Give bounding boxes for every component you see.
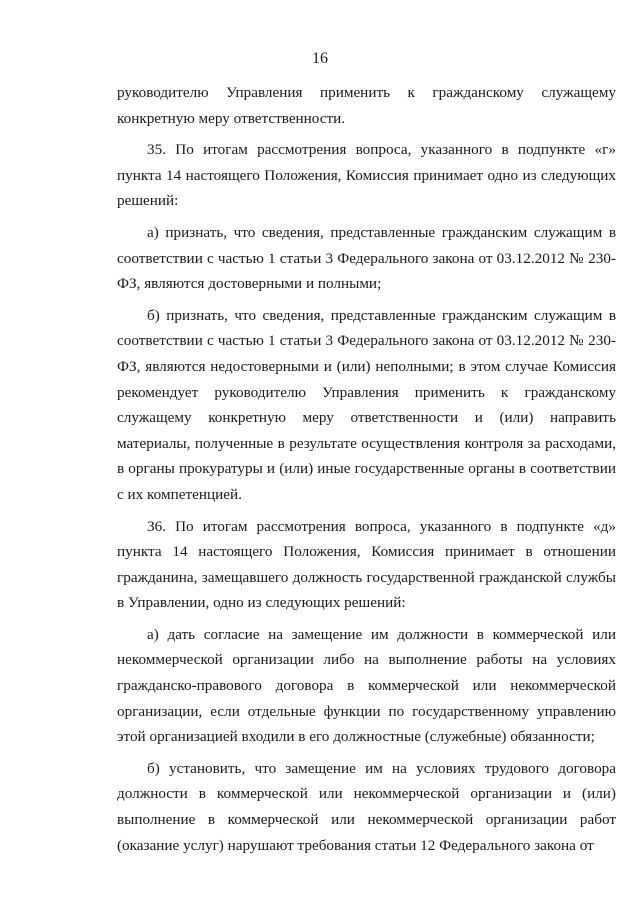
- paragraph-item-35-b: б) признать, что сведения, представленные гражданским служащим в соответствии с частью 1 статьи 3 Федерального закона от 03.12.2012 № 230-ФЗ, являются недостоверными и (или) неполными; в этом случае Комиссия рекомендует руководителю Управления применить к гражданскому служащему конкретную меру ответственности и (или) направить материалы, полученные в результате осуществления контроля за расходами, в органы прокуратуры и (или) иные государственные органы в соответствии с их компетенцией.: [117, 306, 616, 503]
- paragraph-item-35-a: а) признать, что сведения, представленные гражданским служащим в соответствии с частью 1 статьи 3 Федерального закона от 03.12.2012 № 230-ФЗ, являются достоверными и полными;: [117, 223, 616, 293]
- paragraph-item-35: 35. По итогам рассмотрения вопроса, указанного в подпункте «г» пункта 14 настоящего Положения, Комиссия принимает одно из следующих решений:: [117, 141, 616, 210]
- document-body: [117, 80, 616, 858]
- paragraph-continuation: руководителю Управления применить к гражданскому служащему конкретную меру ответственности.: [117, 84, 616, 127]
- paragraph-item-36-a: а) дать согласие на замещение им должности в коммерческой или некоммерческой организации либо на выполнение работы на условиях гражданско-правового договора в коммерческой или некоммерческой организации, если отдельные функции по государственному управлению этой организацией входили в его должностные (служебные) обязанности;: [117, 625, 616, 746]
- paragraph-item-36-b: б) установить, что замещение им на условиях трудового договора должности в коммерческой или некоммерческой организации и (или) выполнение в коммерческой или некоммерческой организации работ (оказание услуг) нарушают требования статьи 12 Федерального закона от: [117, 759, 616, 854]
- page-number: 16: [312, 50, 328, 67]
- paragraph-item-36: 36. По итогам рассмотрения вопроса, указанного в подпункте «д» пункта 14 настоящего Положения, Комиссия принимает в отношении гражданина, замещавшего должность государственной гражданской службы в Управлении, одно из следующих решений:: [117, 517, 616, 612]
